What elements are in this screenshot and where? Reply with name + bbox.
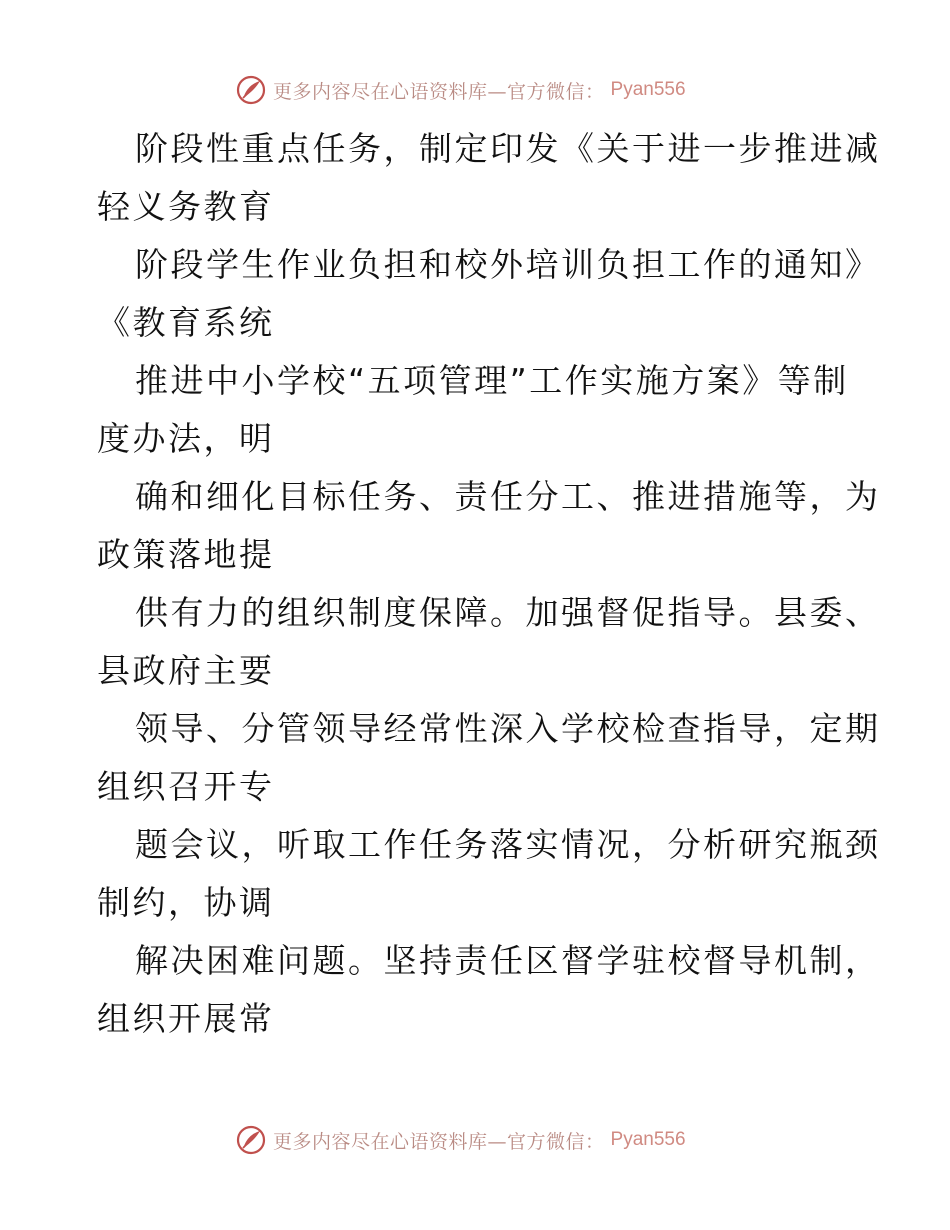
footer-banner-id: Pyan556 <box>610 1129 686 1150</box>
header-banner-id: Pyan556 <box>610 79 686 100</box>
header-banner-text: 更多内容尽在心语资料库—官方微信： <box>273 80 605 103</box>
text-line: 阶段性重点任务，制定印发《关于进一步推进减 <box>135 129 881 168</box>
text-line: 确和细化目标任务、责任分工、推进措施等，为 <box>135 477 881 516</box>
text-line: 领导、分管领导经常性深入学校检查指导，定期 <box>135 709 881 748</box>
text-line: 题会议，听取工作任务落实情况，分析研究瓶颈 <box>135 825 881 864</box>
text-line: 制约，协调 <box>97 883 275 922</box>
text-line: 度办法，明 <box>97 419 275 458</box>
text-line: 《教育系统 <box>97 303 275 342</box>
text-line: 组织召开专 <box>97 767 275 806</box>
text-line: 阶段学生作业负担和校外培训负担工作的通知》 <box>135 245 881 284</box>
quill-logo-icon <box>235 1124 267 1156</box>
footer-banner-text: 更多内容尽在心语资料库—官方微信： <box>273 1130 605 1153</box>
text-line: 组织开展常 <box>97 999 275 1038</box>
footer-banner <box>235 1123 686 1157</box>
text-line: 解决困难问题。坚持责任区督学驻校督导机制， <box>135 941 881 980</box>
text-line: 推进中小学校“五项管理”工作实施方案》等制 <box>135 361 849 400</box>
text-line: 供有力的组织制度保障。加强督促指导。县委、 <box>135 593 881 632</box>
body-text <box>97 120 881 1048</box>
text-line: 轻义务教育 <box>97 187 275 226</box>
text-line: 县政府主要 <box>97 651 275 690</box>
text-line: 政策落地提 <box>97 535 275 574</box>
quill-logo-icon <box>235 74 267 106</box>
header-banner <box>235 73 686 107</box>
